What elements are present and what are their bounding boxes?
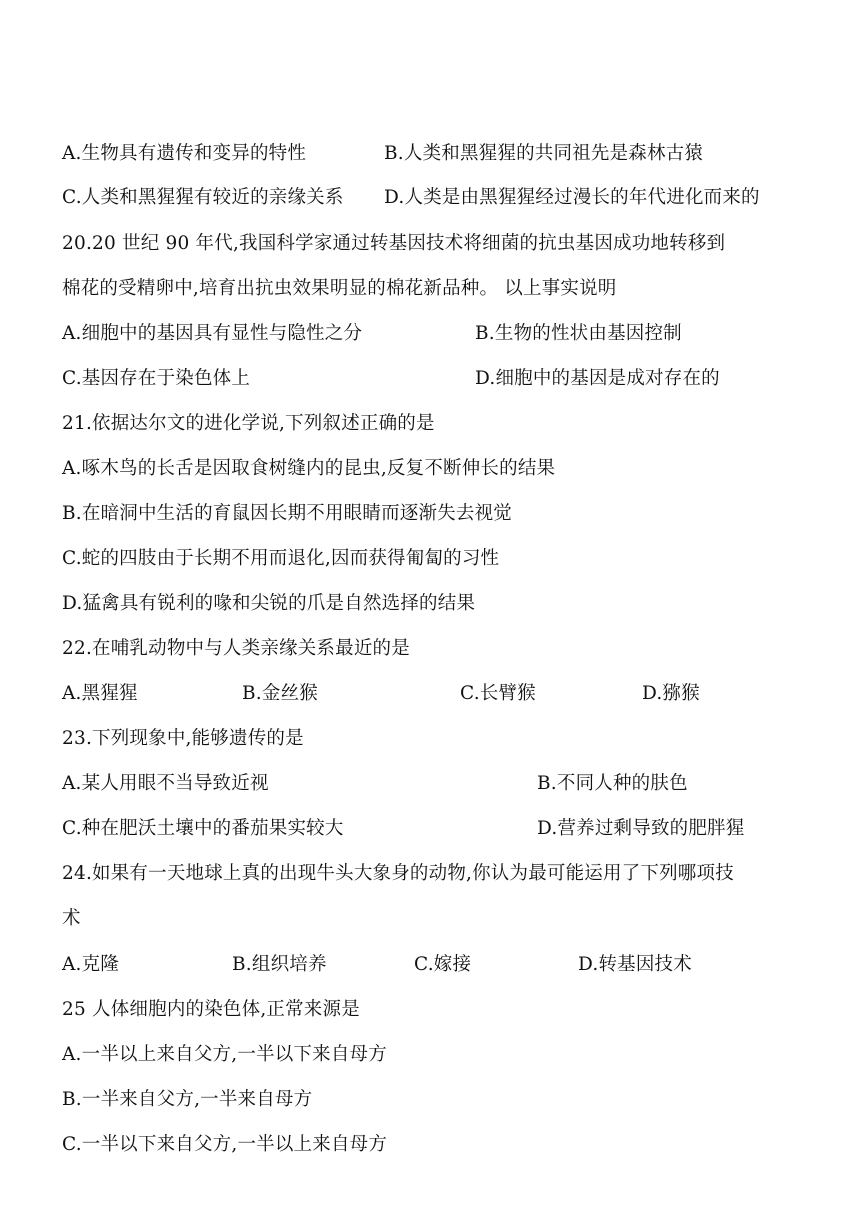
q22-option-b: B.金丝猴	[242, 683, 318, 704]
q20-option-c: C.基因存在于染色体上	[62, 368, 251, 389]
q24-option-c: C.嫁接	[414, 954, 472, 975]
q22-option-c: C.长臂猴	[460, 683, 536, 704]
q20-option-a: A.细胞中的基因具有显性与隐性之分	[62, 323, 363, 344]
q24-option-a: A.克隆	[62, 954, 120, 975]
q23-option-b: B.不同人种的肤色	[537, 773, 688, 794]
q21-option-c: C.蛇的四肢由于长期不用而退化,因而获得匍匐的习性	[62, 548, 500, 569]
q23-option-c: C.种在肥沃土壤中的番茄果实较大	[62, 818, 344, 839]
q25-option-b: B.一半来自父方,一半来自母方	[62, 1089, 313, 1110]
q21-stem: 21.依据达尔文的进化学说,下列叙述正确的是	[62, 413, 435, 434]
q22-option-a: A.黑猩猩	[62, 683, 138, 704]
q25-stem: 25 人体细胞内的染色体,正常来源是	[62, 999, 360, 1020]
q21-option-a: A.啄木鸟的长舌是因取食树缝内的昆虫,反复不断伸长的结果	[62, 458, 556, 479]
q21-option-b: B.在暗洞中生活的育鼠因长期不用眼睛而逐渐失去视觉	[62, 503, 512, 524]
q19-option-d: D.人类是由黑猩猩经过漫长的年代进化而来的	[384, 187, 760, 208]
q19-option-a: A.生物具有遗传和变异的特性	[62, 143, 307, 164]
q23-option-a: A.某人用眼不当导致近视	[62, 773, 269, 794]
q20-stem-line1: 20.20 世纪 90 年代,我国科学家通过转基因技术将细菌的抗虫基因成功地转移到	[62, 233, 726, 254]
q22-stem: 22.在哺乳动物中与人类亲缘关系最近的是	[62, 638, 410, 659]
q22-option-d: D.猕猴	[642, 683, 700, 704]
q24-stem-line2: 术	[62, 908, 81, 929]
q24-option-b: B.组织培养	[232, 954, 327, 975]
q19-option-b: B.人类和黑猩猩的共同祖先是森林古猿	[384, 143, 704, 164]
q25-option-a: A.一半以上来自父方,一半以下来自母方	[62, 1044, 387, 1065]
q20-option-d: D.细胞中的基因是成对存在的	[475, 368, 720, 389]
q24-option-d: D.转基因技术	[578, 954, 692, 975]
q19-option-c: C.人类和黑猩猩有较近的亲缘关系	[62, 187, 344, 208]
q24-stem-line1: 24.如果有一天地球上真的出现牛头大象身的动物,你认为最可能运用了下列哪项技	[62, 863, 734, 884]
q20-option-b: B.生物的性状由基因控制	[475, 323, 682, 344]
q21-option-d: D.猛禽具有锐利的喙和尖锐的爪是自然选择的结果	[62, 593, 476, 614]
q25-option-c: C.一半以下来自父方,一半以上来自母方	[62, 1134, 388, 1155]
q20-stem-line2: 棉花的受精卵中,培育出抗虫效果明显的棉花新品种。 以上事实说明	[62, 278, 617, 299]
q23-stem: 23.下列现象中,能够遗传的是	[62, 728, 304, 749]
q23-option-d: D.营养过剩导致的肥胖猩	[537, 818, 745, 839]
